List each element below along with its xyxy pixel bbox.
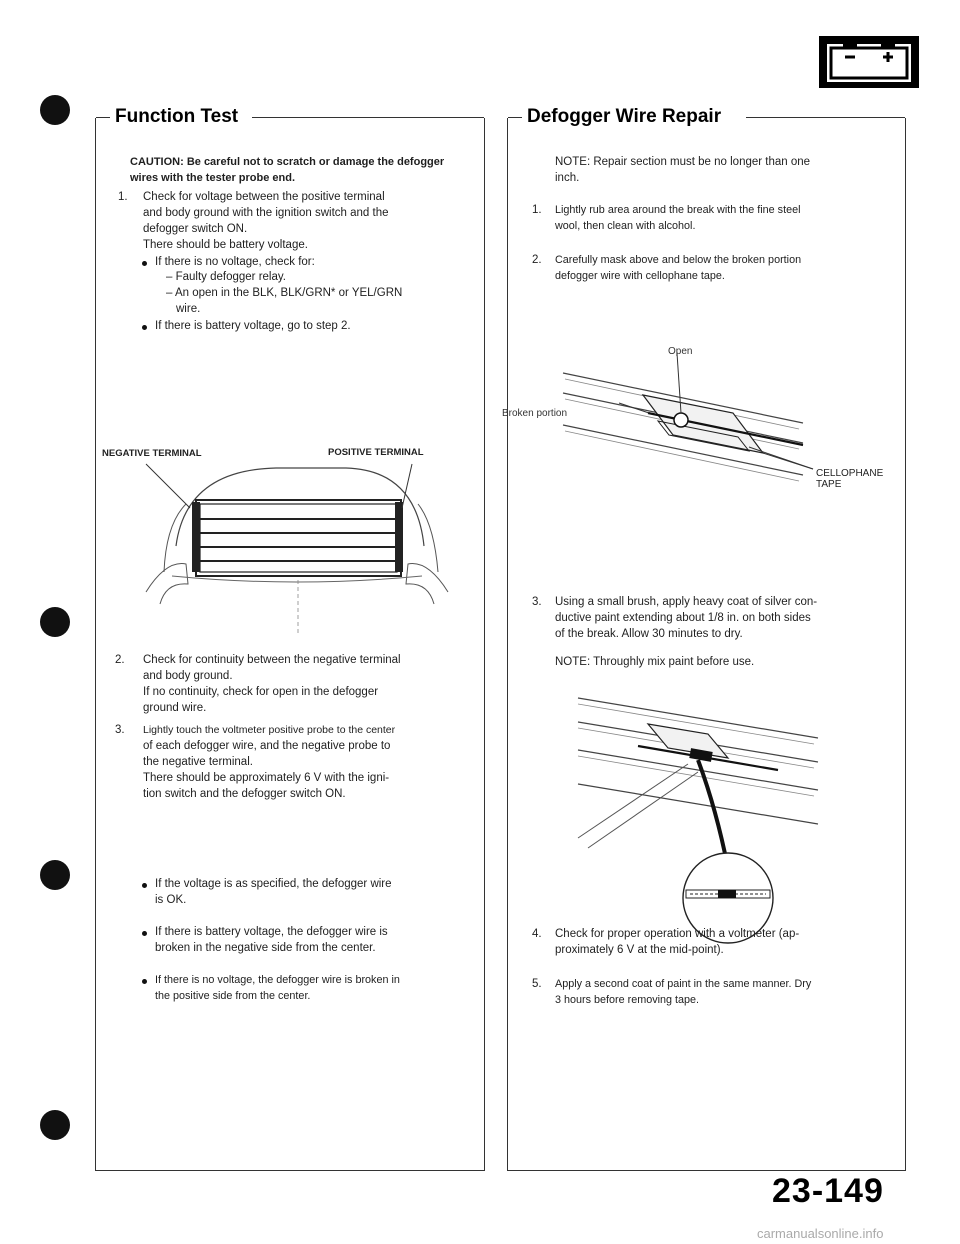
step-3-text: Lightly touch the voltmeter positive probe to the center of each defogger wire, and the negative probe to the negative terminal. There should be approximately 6 V with the igni- tion switch and the defogger switch ON. (143, 724, 396, 800)
repair-step-2-text: Carefully mask above and below the broken portion defogger wire with cellophane tape. (555, 254, 802, 282)
bullet-broken-negative: If there is battery voltage, the defogger wire is broken in the negative side from the center. (155, 926, 388, 954)
step-3-number: 3. (115, 724, 125, 736)
repair-step-5-number: 5. (532, 978, 542, 990)
page-number: 23-149 (772, 1172, 884, 1210)
battery-icon (819, 36, 919, 88)
rear-window-diagram (126, 464, 466, 654)
defogger-repair-panel (502, 106, 906, 1171)
repair-step-3-text: Using a small brush, apply heavy coat of silver con- ductive paint extending about 1/8 in. on both sides of the break. Allow 30 minutes to dry. (555, 596, 818, 640)
bullet-voltage-ok: If the voltage is as specified, the defogger wire is OK. (155, 878, 392, 906)
broken-wire-diagram (563, 363, 823, 493)
footer-watermark: carmanualsonline.info (757, 1226, 884, 1241)
step-2-number: 2. (115, 654, 125, 666)
sub-open-wire: – An open in the BLK, BLK/GRN* or YEL/GRN wire. (166, 287, 403, 315)
positive-terminal-label: POSITIVE TERMINAL (328, 447, 424, 458)
repair-step-2-number: 2. (532, 254, 542, 266)
binder-hole-4 (40, 1110, 70, 1140)
repair-step-1-number: 1. (532, 204, 542, 216)
binder-hole-2 (40, 607, 70, 637)
repair-step-5-text: Apply a second coat of paint in the same manner. Dry 3 hours before removing tape. (555, 978, 812, 1006)
open-label: Open (668, 346, 693, 357)
repair-step-3-number: 3. (532, 596, 542, 608)
repair-step-4-number: 4. (532, 928, 542, 940)
note-repair-length: NOTE: Repair section must be no longer than one inch. (555, 156, 811, 184)
function-test-panel (95, 106, 485, 1171)
bullet-broken-positive: If there is no voltage, the defogger wire is broken in the positive side from the center. (155, 974, 400, 1002)
note-mix-paint: NOTE: Throughly mix paint before use. (555, 656, 755, 668)
caution-text: CAUTION: Be careful not to scratch or damage the defogger wires with the tester probe end. (130, 156, 445, 184)
function-test-title: Function Test (110, 104, 243, 130)
defogger-repair-title: Defogger Wire Repair (522, 104, 726, 130)
step-2-text: Check for continuity between the negative terminal and body ground. If no continuity, check for open in the defogger ground wire. (143, 654, 401, 714)
repair-step-4-text: Check for proper operation with a voltmeter (ap- proximately 6 V at the mid-point). (555, 928, 800, 956)
cellophane-tape-label: CELLOPHANE TAPE (816, 468, 884, 490)
step-1-text: Check for voltage between the positive terminal and body ground with the ignition switch and the defogger switch ON. There should be battery voltage. (143, 191, 389, 251)
repair-step-1-text: Lightly rub area around the break with the fine steel wool, then clean with alcohol. (555, 204, 801, 232)
bullet-battery-voltage: If there is battery voltage, go to step 2. (155, 320, 351, 332)
negative-terminal-label: NEGATIVE TERMINAL (102, 448, 202, 459)
paint-application-diagram (578, 688, 858, 938)
broken-portion-label: Broken portion (502, 408, 568, 419)
binder-hole-3 (40, 860, 70, 890)
step-1-number: 1. (118, 191, 128, 203)
binder-hole-1 (40, 95, 70, 125)
bullet-no-voltage: If there is no voltage, check for: (155, 256, 315, 268)
sub-faulty-relay: – Faulty defogger relay. (166, 271, 286, 283)
